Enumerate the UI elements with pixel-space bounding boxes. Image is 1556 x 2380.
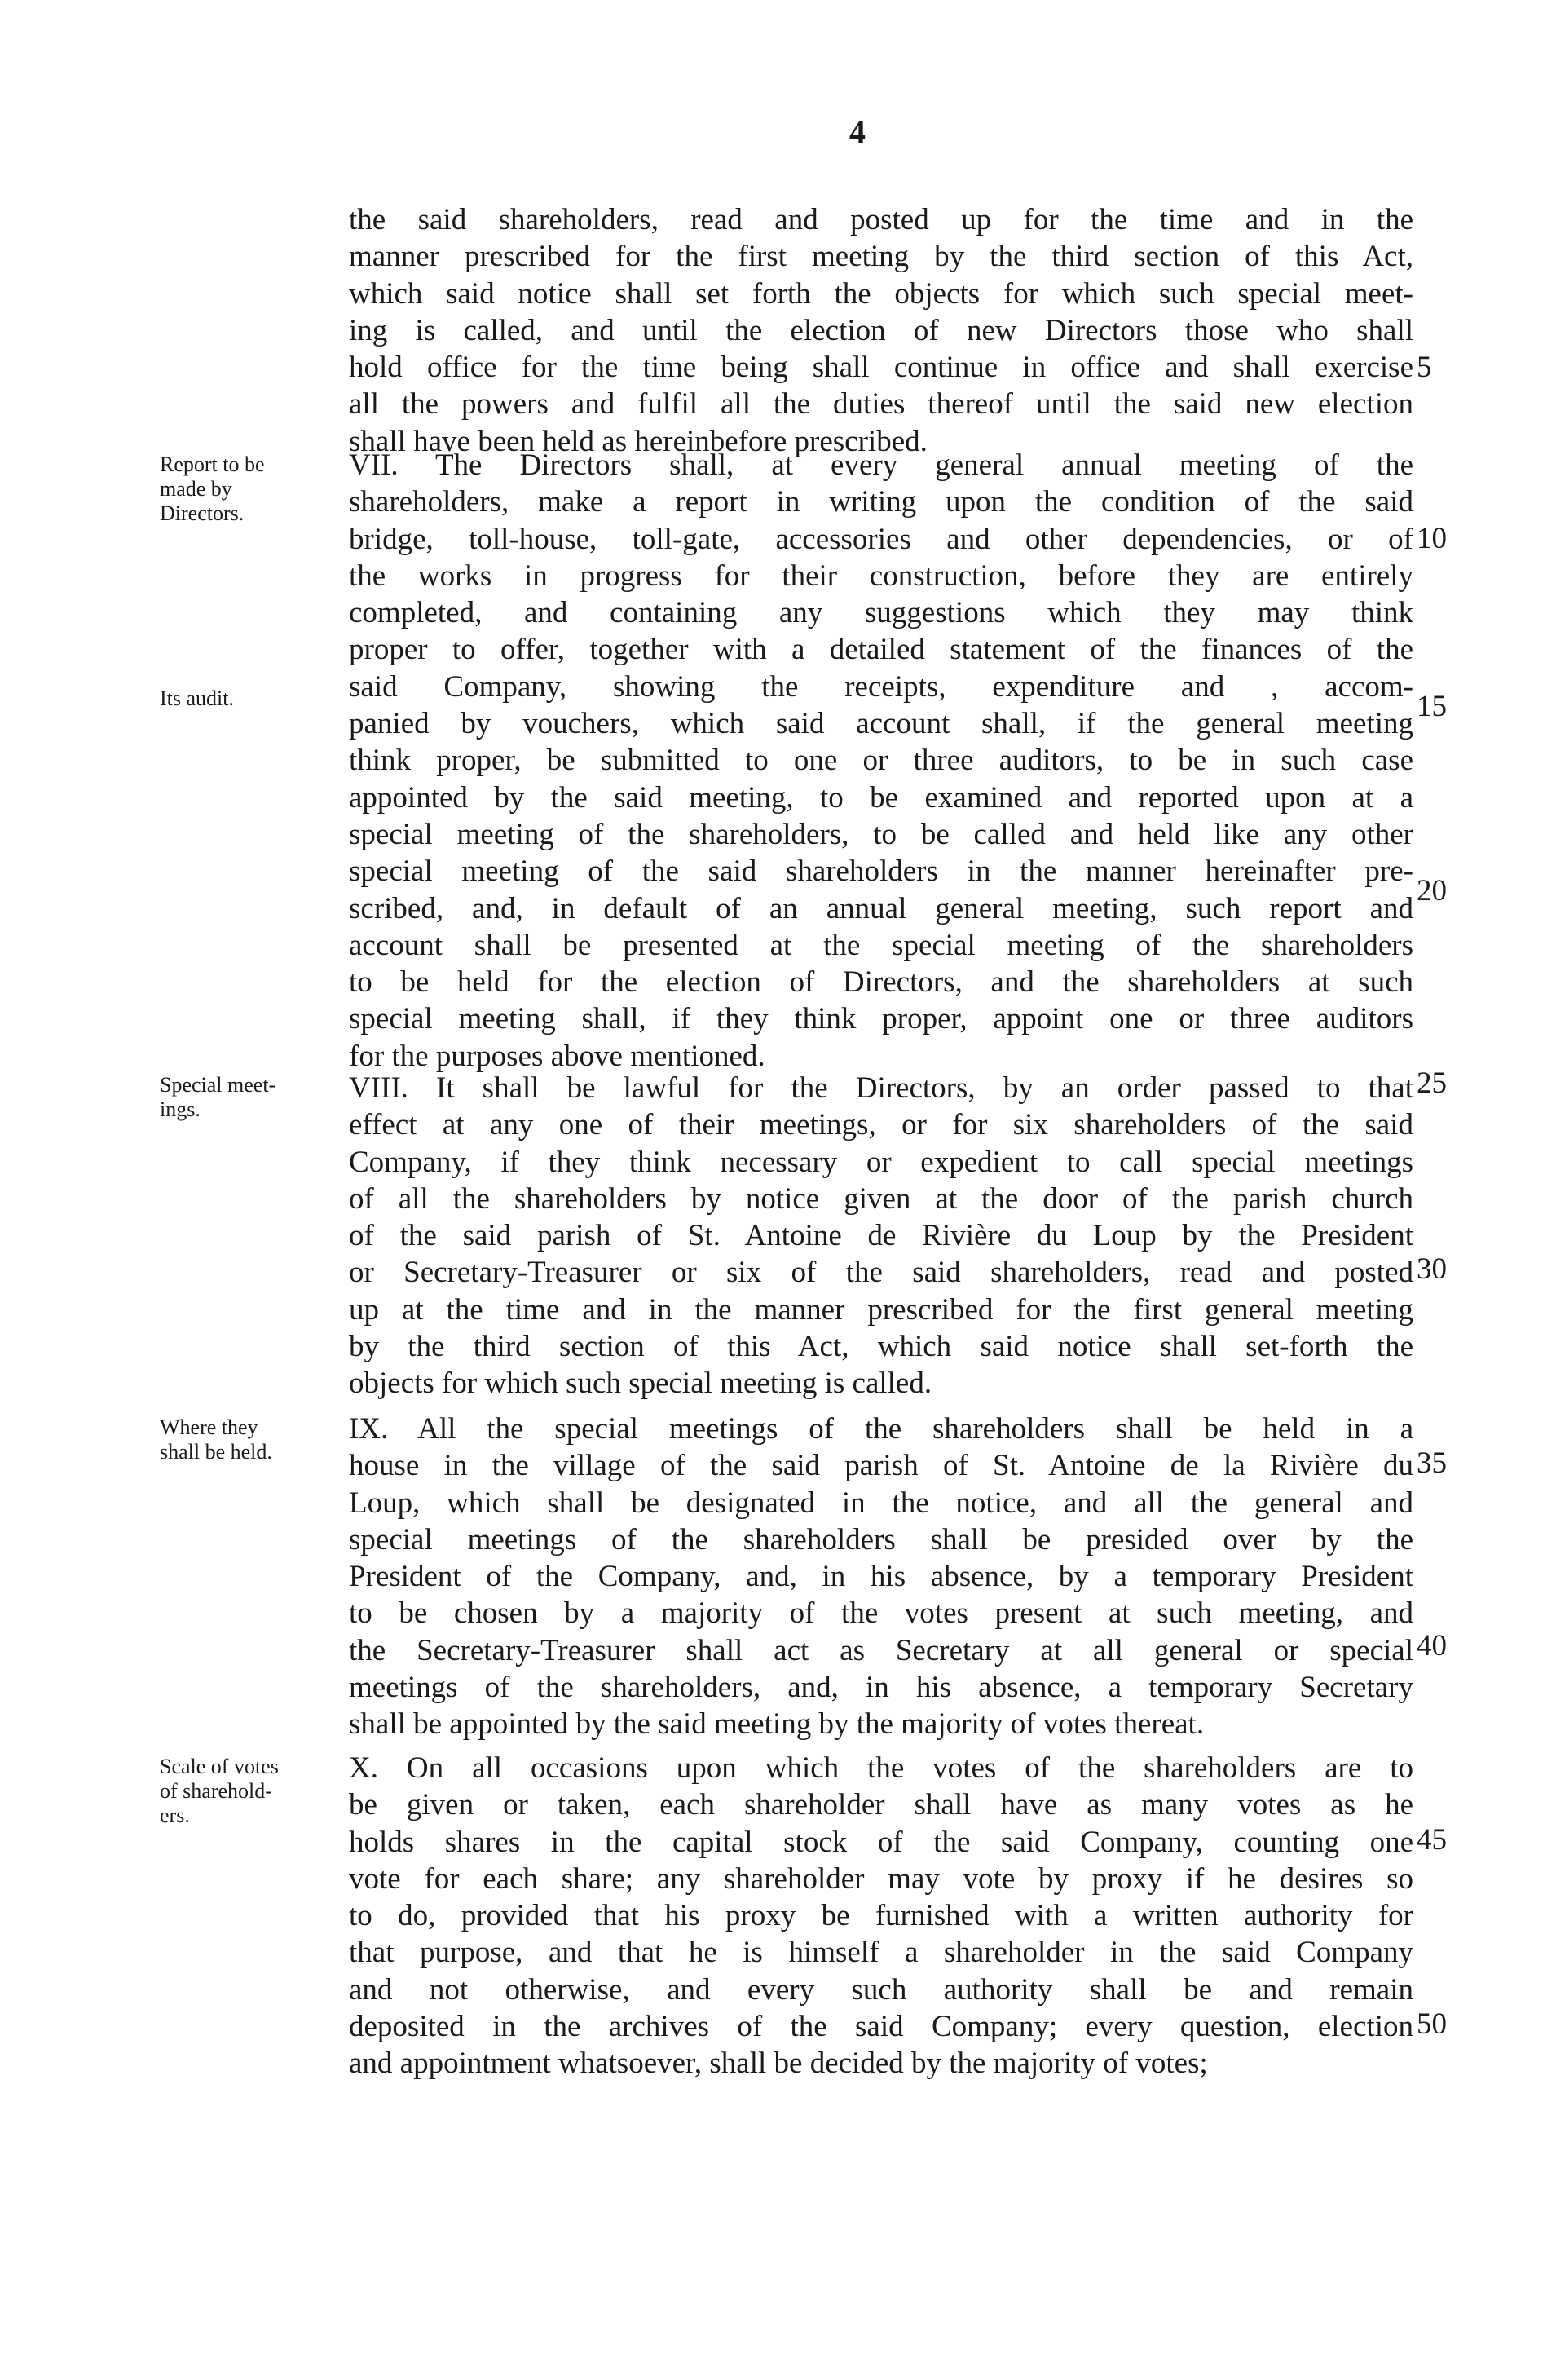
text-line: holds shares in the capital stock of the said Company, counting one [349, 1825, 1413, 1859]
text-line: meetings of the shareholders, and, in his absence, a temporary Secretary [349, 1671, 1413, 1705]
text-line: be given or taken, each shareholder shall have as many votes as he [349, 1788, 1413, 1822]
text-line: to do, provided that his proxy be furnished with a written authority for [349, 1899, 1413, 1933]
text-line: completed, and containing any suggestions which they may think [349, 596, 1413, 630]
text-line: ing is called, and until the election of new Directors those who shall [349, 313, 1413, 347]
text-line: or Secretary-Treasurer or six of the said shareholders, read and posted [349, 1256, 1413, 1290]
line-number: 30 [1417, 1252, 1447, 1286]
text-line: which said notice shall set forth the objects for which such special meet- [349, 276, 1413, 311]
text-line: of all the shareholders by notice given at the door of the parish church [349, 1181, 1413, 1216]
margin-note-line: Directors. [160, 501, 245, 525]
text-line: proper to offer, together with a detailed statement of the finances of the [349, 633, 1413, 667]
text-line: by the third section of this Act, which said notice shall set-forth the [349, 1330, 1413, 1364]
margin-note-line: shall be held. [160, 1440, 272, 1464]
text-line: effect at any one of their meetings, or for six shareholders of the said [349, 1108, 1413, 1142]
line-number: 15 [1417, 690, 1447, 723]
text-line: that purpose, and that he is himself a shareholder in the said Company [349, 1936, 1413, 1970]
section-vii [349, 447, 1413, 1075]
text-line: to be chosen by a majority of the votes present at such meeting, and [349, 1596, 1413, 1631]
text-line: objects for which such special meeting is called. [349, 1367, 932, 1401]
text-line: all the powers and fulfil all the duties thereof until the said new election [349, 387, 1413, 422]
margin-note-scale-of-votes [160, 1755, 355, 1828]
text-line: the works in progress for their construction, before they are entirely [349, 559, 1413, 593]
margin-note-line: Report to be [160, 453, 265, 476]
margin-note-special-meetings [160, 1073, 355, 1122]
text-line: said Company, showing the receipts, expenditure and , accom- [349, 669, 1413, 704]
text-line: special meeting shall, if they think proper, appoint one or three auditors [349, 1002, 1413, 1036]
text-line: and appointment whatsoever, shall be decided by the majority of votes; [349, 2047, 1208, 2081]
line-number: 5 [1417, 351, 1432, 384]
margin-note-line: Where they [160, 1415, 258, 1439]
text-line: to be held for the election of Directors, and the shareholders at such [349, 965, 1413, 1000]
text-line: President of the Company, and, in his absence, by a temporary President [349, 1560, 1413, 1594]
margin-note-line: Its audit. [160, 687, 234, 710]
text-line: X. On all occasions upon which the votes of the shareholders are to [349, 1751, 1413, 1785]
text-line: the Secretary-Treasurer shall act as Secretary at all general or special [349, 1633, 1413, 1667]
text-line: special meeting of the said shareholders in the manner hereinafter pre- [349, 854, 1413, 889]
text-line: Loup, which shall be designated in the notice, and all the general and [349, 1486, 1413, 1520]
text-line: special meetings of the shareholders shall be presided over by the [349, 1522, 1413, 1556]
margin-note-line: ings. [160, 1097, 201, 1121]
text-line: of the said parish of St. Antoine de Rivière du Loup by the President [349, 1219, 1413, 1253]
text-line: manner prescribed for the first meeting by the third section of this Act, [349, 240, 1413, 274]
section-viii [349, 1070, 1413, 1402]
text-line: house in the village of the said parish of St. Antoine de la Rivière du [349, 1449, 1413, 1483]
text-line: hold office for the time being shall continue in office and shall exercise [349, 351, 1413, 385]
text-line: IX. All the special meetings of the shareholders shall be held in a [349, 1412, 1413, 1446]
margin-note-line: Special meet- [160, 1073, 276, 1097]
text-line: VII. The Directors shall, at every general annual meeting of the [349, 448, 1413, 482]
text-line: for the purposes above mentioned. [349, 1039, 765, 1073]
line-number: 25 [1417, 1066, 1447, 1100]
text-line: vote for each share; any shareholder may vote by proxy if he desires so [349, 1861, 1413, 1896]
paragraph-continuation [349, 201, 1413, 460]
text-line: scribed, and, in default of an annual general meeting, such report and [349, 891, 1413, 925]
line-number: 10 [1417, 522, 1447, 555]
text-line: and not otherwise, and every such authority shall be and remain [349, 1972, 1413, 2007]
line-number: 50 [1417, 2007, 1447, 2041]
margin-note-line: made by [160, 477, 232, 501]
text-line: special meeting of the shareholders, to be called and held like any other [349, 817, 1413, 851]
text-line: deposited in the archives of the said Company; every question, election [349, 2010, 1413, 2044]
line-number: 40 [1417, 1629, 1447, 1662]
section-ix [349, 1411, 1413, 1743]
text-line: shareholders, make a report in writing upon the condition of the said [349, 485, 1413, 519]
section-x [349, 1750, 1413, 2082]
line-number: 45 [1417, 1823, 1447, 1857]
text-line: account shall be presented at the special meeting of the shareholders [349, 928, 1413, 962]
margin-note-line: of sharehold- [160, 1779, 272, 1803]
page-number: 4 [849, 113, 866, 150]
margin-note-audit [160, 687, 355, 711]
margin-note-report [160, 453, 355, 526]
text-line: panied by vouchers, which said account shall, if the general meeting [349, 707, 1413, 741]
line-number: 20 [1417, 874, 1447, 907]
line-number: 35 [1417, 1446, 1447, 1480]
text-line: VIII. It shall be lawful for the Directors, by an order passed to that [349, 1071, 1413, 1105]
text-line: appointed by the said meeting, to be examined and reported upon at a [349, 780, 1413, 815]
text-line: Company, if they think necessary or expedient to call special meetings [349, 1145, 1413, 1179]
text-line: the said shareholders, read and posted up for the time and in the [349, 203, 1413, 236]
text-line: bridge, toll-house, toll-gate, accessories and other dependencies, or of [349, 522, 1413, 556]
margin-note-line: Scale of votes [160, 1755, 279, 1778]
margin-note-where-held [160, 1415, 355, 1464]
text-line: think proper, be submitted to one or three auditors, to be in such case [349, 744, 1413, 778]
text-line: shall be appointed by the said meeting by the majority of votes thereat. [349, 1707, 1205, 1742]
margin-note-line: ers. [160, 1804, 190, 1827]
text-line: up at the time and in the manner prescribed for the first general meeting [349, 1292, 1413, 1327]
text-line: shall have been held as hereinbefore prescribed. [349, 424, 928, 458]
